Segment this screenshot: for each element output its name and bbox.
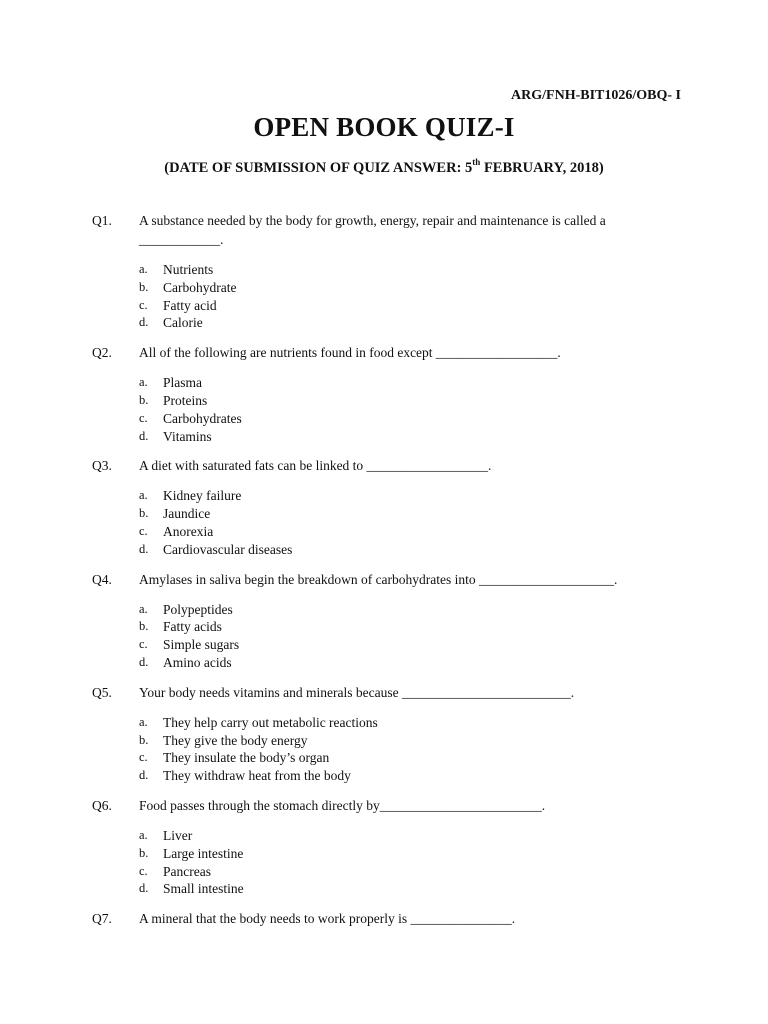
option-text: Vitamins: [163, 428, 212, 444]
answer-option: [139, 880, 692, 898]
subtitle-text: (DATE OF SUBMISSION OF QUIZ ANSWER: 5: [164, 159, 473, 176]
option-list: [139, 261, 692, 332]
option-letter: a.: [139, 488, 148, 503]
answer-option: [139, 392, 692, 410]
option-text: Anorexia: [163, 523, 214, 539]
answer-option: [139, 541, 692, 559]
option-letter: a.: [139, 262, 148, 276]
option-text: Plasma: [163, 375, 202, 391]
question-text: All of the following are nutrients found in food except __________________.: [139, 345, 561, 361]
option-text: Calorie: [163, 315, 203, 331]
answer-option: [139, 314, 692, 332]
option-text: They give the body energy: [163, 732, 308, 748]
subtitle-text-end: FEBRUARY, 2018): [480, 159, 604, 176]
option-letter: d.: [139, 881, 149, 896]
option-letter: a.: [139, 375, 148, 390]
option-letter: c.: [139, 637, 148, 652]
option-letter: b.: [139, 279, 149, 294]
answer-option: [139, 845, 692, 863]
answer-option: [139, 654, 692, 672]
option-list: [139, 374, 692, 445]
option-text: Amino acids: [163, 654, 232, 670]
option-letter: d.: [139, 315, 149, 330]
question-text: A mineral that the body needs to work properly is _______________.: [139, 911, 516, 927]
option-letter: b.: [139, 506, 149, 521]
answer-option: [139, 374, 692, 392]
question-2: [92, 343, 692, 445]
answer-option: [139, 487, 692, 505]
option-letter: a.: [139, 601, 148, 616]
option-list: [139, 487, 692, 558]
option-letter: c.: [139, 750, 148, 765]
option-list: [139, 827, 692, 898]
answer-option: [139, 827, 692, 845]
option-letter: a.: [139, 714, 148, 729]
document-code: ARG/FNH-BIT1026/OBQ- I: [511, 88, 681, 103]
question-text: Your body needs vitamins and minerals because _________________________.: [139, 684, 575, 700]
answer-option: [139, 714, 692, 732]
answer-option: [139, 601, 692, 619]
question-text: Food passes through the stomach directly by________________________.: [139, 797, 546, 813]
option-letter: a.: [139, 827, 148, 842]
question-5: [92, 683, 692, 785]
option-text: Fatty acid: [163, 297, 217, 313]
question-6: [92, 796, 692, 898]
option-letter: d.: [139, 428, 149, 443]
question-number: Q4.: [92, 571, 112, 587]
option-text: Polypeptides: [163, 601, 233, 617]
option-letter: c.: [139, 523, 148, 538]
page-title: OPEN BOOK QUIZ-I: [253, 112, 515, 142]
answer-option: [139, 297, 692, 315]
answer-option: [139, 767, 692, 785]
option-text: They insulate the body’s organ: [163, 750, 330, 766]
option-text: Large intestine: [163, 845, 244, 861]
question-text: A substance needed by the body for growth, energy, repair and maintenance is called a ____________.: [139, 213, 606, 247]
question-number: Q7.: [92, 911, 112, 927]
answer-option: [139, 863, 692, 881]
option-letter: c.: [139, 297, 148, 312]
option-text: Proteins: [163, 392, 208, 408]
answer-option: [139, 410, 692, 428]
question-number: Q3.: [92, 458, 112, 474]
answer-option: [139, 428, 692, 446]
answer-option: [139, 732, 692, 750]
option-letter: b.: [139, 845, 149, 860]
question-text: A diet with saturated fats can be linked to __________________.: [139, 458, 492, 474]
question-number: Q6.: [92, 797, 112, 813]
option-list: [139, 601, 692, 672]
option-text: Kidney failure: [163, 488, 242, 504]
subtitle-superscript: th: [472, 157, 481, 167]
question-number: Q2.: [92, 345, 112, 361]
option-list: [139, 714, 692, 785]
option-letter: c.: [139, 410, 148, 425]
question-number: Q5.: [92, 684, 112, 700]
option-text: They withdraw heat from the body: [163, 768, 351, 784]
option-text: Cardiovascular diseases: [163, 541, 293, 557]
option-text: Simple sugars: [163, 637, 240, 653]
option-text: Fatty acids: [163, 619, 222, 635]
option-text: Pancreas: [163, 863, 211, 879]
option-letter: d.: [139, 541, 149, 556]
answer-option: [139, 523, 692, 541]
option-letter: d.: [139, 768, 149, 783]
option-letter: b.: [139, 732, 149, 747]
option-text: Liver: [163, 827, 193, 843]
option-letter: d.: [139, 654, 149, 669]
answer-option: [139, 749, 692, 767]
question-1: [92, 211, 692, 332]
question-text: Amylases in saliva begin the breakdown of carbohydrates into ____________________.: [139, 571, 618, 587]
submission-date-subtitle: [0, 158, 768, 177]
answer-option: [139, 636, 692, 654]
option-text: Carbohydrate: [163, 279, 237, 295]
option-letter: b.: [139, 619, 149, 634]
question-3: [92, 456, 692, 558]
answer-option: [139, 618, 692, 636]
question-number: Q1.: [92, 213, 112, 228]
option-text: Jaundice: [163, 506, 211, 522]
option-letter: c.: [139, 863, 148, 878]
option-text: Carbohydrates: [163, 410, 242, 426]
question-4: [92, 570, 692, 672]
question-list: [92, 211, 692, 928]
answer-option: [139, 279, 692, 297]
option-text: Small intestine: [163, 881, 244, 897]
answer-option: [139, 505, 692, 523]
answer-option: [139, 261, 692, 279]
option-text: They help carry out metabolic reactions: [163, 714, 378, 730]
option-text: Nutrients: [163, 262, 214, 277]
question-7: [92, 909, 692, 928]
option-letter: b.: [139, 392, 149, 407]
